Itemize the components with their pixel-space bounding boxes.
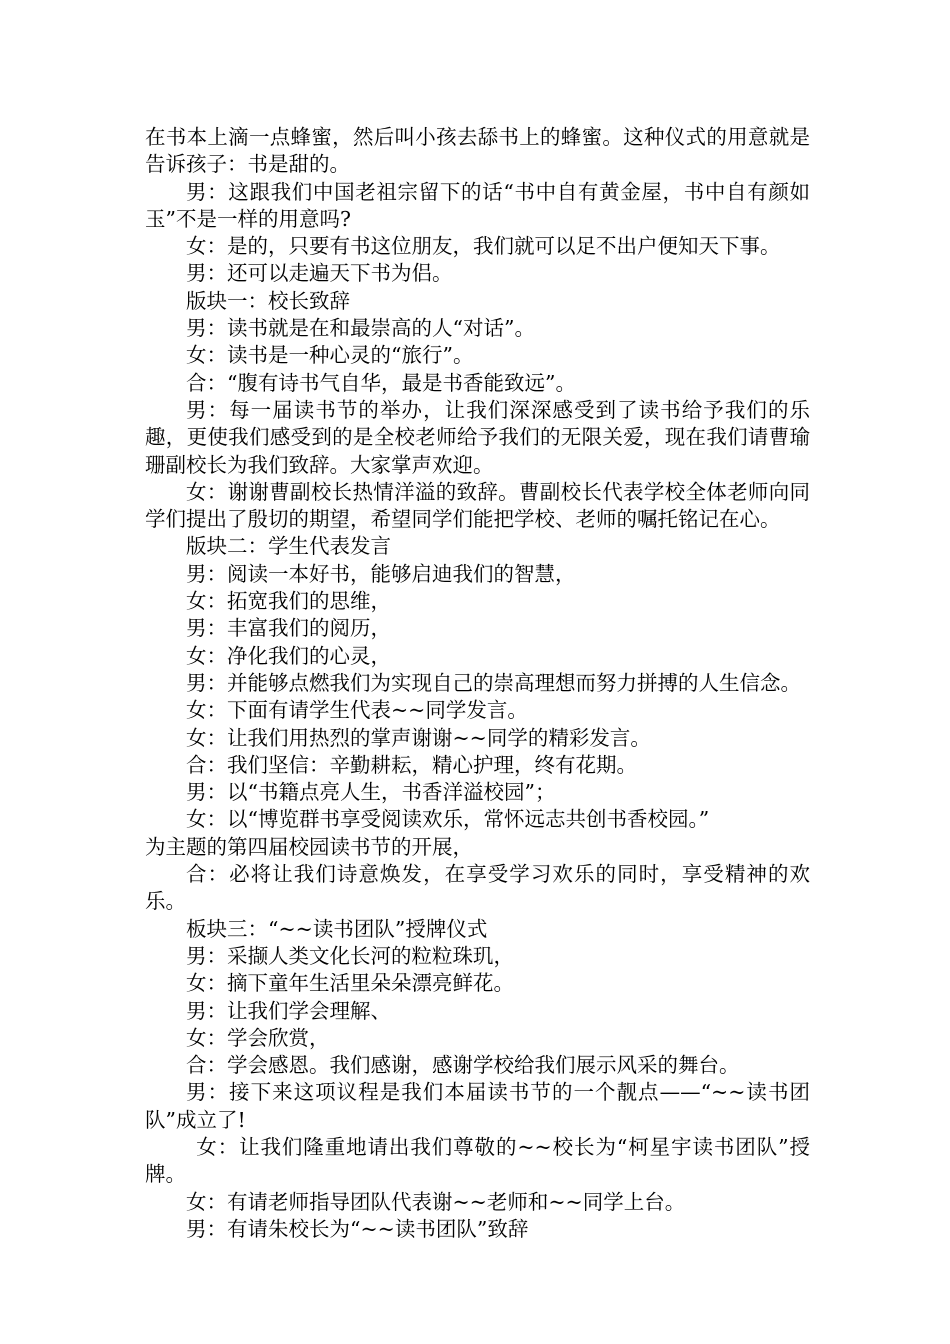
paragraph: 男：每一届读书节的举办，让我们深深感受到了读书给予我们的乐趣，更使我们感受到的是全校老师给予我们的无限关爱，现在我们请曹瑜珊副校长为我们致辞。大家掌声欢迎。	[145, 397, 810, 477]
paragraph: 女：有请老师指导团队代表谢~~老师和~~同学上台。	[186, 1189, 686, 1214]
paragraph: 合：我们坚信：辛勤耕耘，精心护理，终有花期。	[186, 752, 637, 777]
paragraph: 男：采撷人类文化长河的粒粒珠玑，	[186, 943, 514, 968]
paragraph: 男：有请朱校长为“~~读书团队”致辞	[186, 1216, 529, 1241]
paragraph: 女：下面有请学生代表~~同学发言。	[186, 698, 528, 723]
paragraph: 女：摘下童年生活里朵朵漂亮鲜花。	[186, 971, 514, 996]
paragraph: 男：读书就是在和最崇高的人“对话”。	[186, 316, 535, 341]
section-heading: 版块二：学生代表发言	[186, 534, 391, 559]
paragraph: 女：读书是一种心灵的“旅行”。	[186, 343, 474, 368]
paragraph: 男：还可以走遍天下书为侣。	[186, 261, 453, 286]
paragraph: 男：以“书籍点亮人生，书香洋溢校园”；	[186, 780, 556, 805]
paragraph: 女：是的，只要有书这位朋友，我们就可以足不出户便知天下事。	[186, 234, 781, 259]
paragraph: 女：净化我们的心灵，	[186, 643, 391, 668]
paragraph: 女：拓宽我们的思维，	[186, 589, 391, 614]
paragraph: 女：以“博览群书享受阅读欢乐，常怀远志共创书香校园。”	[186, 807, 710, 832]
paragraph: 女：学会欣赏，	[186, 1025, 330, 1050]
paragraph: 合：“腹有诗书气自华，最是书香能致远”。	[186, 370, 576, 395]
paragraph: 男：丰富我们的阅历，	[186, 616, 391, 641]
paragraph: 男：让我们学会理解、	[186, 998, 391, 1023]
paragraph: 为主题的第四届校园读书节的开展，	[145, 834, 473, 859]
paragraph: 男：并能够点燃我们为实现自己的崇高理想而努力拼搏的人生信念。	[186, 670, 801, 695]
paragraph: 男：这跟我们中国老祖宗留下的话“书中自有黄金屋，书中自有颜如玉”不是一样的用意吗?	[145, 179, 810, 231]
paragraph: 合：学会感恩。我们感谢，感谢学校给我们展示风采的舞台。	[186, 1053, 740, 1078]
paragraph: 合：必将让我们诗意焕发，在享受学习欢乐的同时，享受精神的欢乐。	[145, 862, 810, 914]
paragraph: 在书本上滴一点蜂蜜，然后叫小孩去舔书上的蜂蜜。这种仪式的用意就是告诉孩子：书是甜的。	[145, 125, 810, 177]
section-heading: 板块三：“~~读书团队”授牌仪式	[186, 916, 488, 941]
paragraph: 女：谢谢曹副校长热情洋溢的致辞。曹副校长代表学校全体老师向同学们提出了殷切的期望，希望同学们能把学校、老师的嘱托铭记在心。	[145, 479, 810, 532]
paragraph: 男：阅读一本好书，能够启迪我们的智慧，	[186, 561, 576, 586]
paragraph: 女：让我们隆重地请出我们尊敬的~~校长为“柯星宇读书团队”授牌。	[145, 1134, 810, 1187]
document-body	[145, 124, 810, 1243]
paragraph: 女：让我们用热烈的掌声谢谢~~同学的精彩发言。	[186, 725, 651, 750]
paragraph: 男：接下来这项议程是我们本届读书节的一个靓点——“~~读书团队”成立了!	[145, 1080, 810, 1132]
section-heading: 版块一：校长致辞	[186, 288, 350, 313]
